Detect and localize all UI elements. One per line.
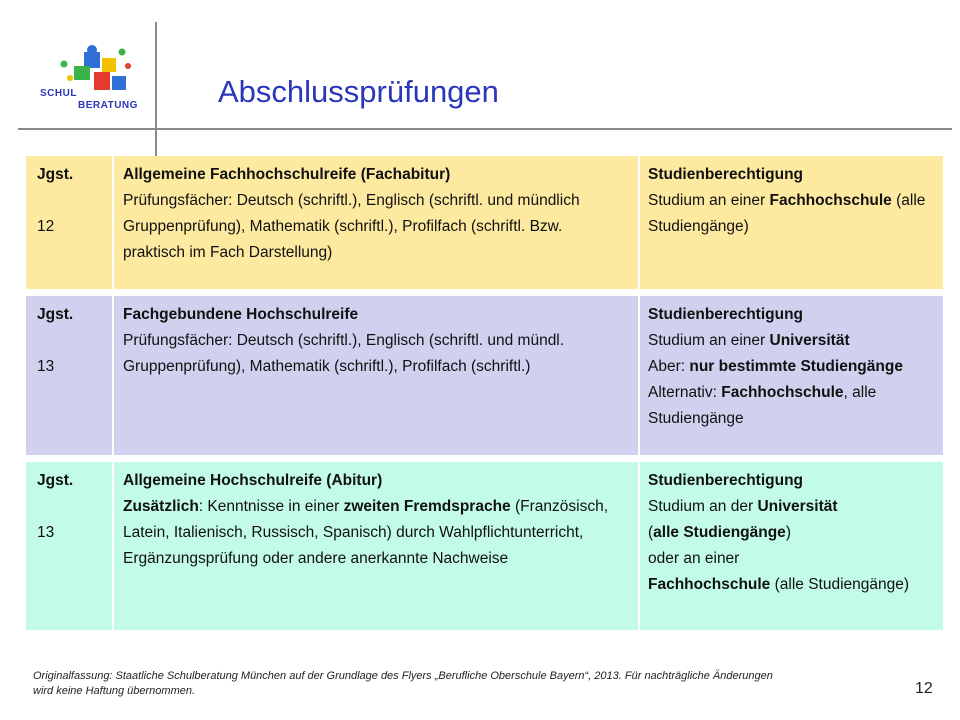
table-row-fachabitur xyxy=(26,156,943,289)
schulberatung-logo xyxy=(36,44,146,126)
alternative-scope: , alle Studiengänge xyxy=(648,384,877,427)
table-row-fachgebunden xyxy=(26,296,943,455)
puzzle-logo-icon xyxy=(36,44,146,126)
entitlement-title: Studienberechtigung xyxy=(648,306,803,323)
restriction-label: Aber: xyxy=(648,358,690,375)
alternative-institution: Fachhochschule xyxy=(721,384,844,401)
degree-title: Allgemeine Hochschulreife (Abitur) xyxy=(123,472,383,489)
entitlement-title: Studienberechtigung xyxy=(648,472,803,489)
logo-text-beratung: BERATUNG xyxy=(78,100,138,111)
or-text: oder an einer xyxy=(648,550,740,567)
entitlement-cell xyxy=(640,296,943,455)
exam-subjects: Prüfungsfächer: Deutsch (schriftl.), Englisch (schriftl. und mündlich Gruppenprüfung), Mathematik (schriftl.), Profilfach (schriftl. Bzw. praktisch im Fach Darstellung) xyxy=(123,192,580,261)
study-scope: alle Studiengänge xyxy=(653,524,786,541)
degree-cell xyxy=(114,462,640,630)
alternative-institution: Fachhochschule xyxy=(648,576,771,593)
degree-title: Allgemeine Fachhochschulreife (Fachabitur) xyxy=(123,166,451,183)
logo-text-schul: SCHUL xyxy=(40,88,77,99)
study-text: Studium an einer xyxy=(648,332,770,349)
entitlement-title: Studienberechtigung xyxy=(648,166,803,183)
entitlement-cell xyxy=(640,462,943,630)
degree-cell xyxy=(114,296,640,455)
alternative-scope: (alle Studiengänge) xyxy=(770,576,910,593)
grade-cell xyxy=(26,296,114,455)
exam-subjects: Prüfungsfächer: Deutsch (schriftl.), Englisch (schriftl. und mündl. Gruppenprüfung), Mathematik (schriftl.), Profilfach (schriftl.) xyxy=(123,332,565,375)
grade-label: Jgst. xyxy=(37,472,74,489)
grade-cell xyxy=(26,462,114,630)
vertical-divider xyxy=(155,22,157,160)
restriction-text: nur bestimmte Studiengänge xyxy=(689,358,903,375)
study-institution: Universität xyxy=(757,498,838,515)
additional-label: Zusätzlich xyxy=(123,498,199,515)
grade-value: 13 xyxy=(37,358,55,375)
grade-label: Jgst. xyxy=(37,166,74,183)
table-row-abitur xyxy=(26,462,943,630)
study-text: Studium an der xyxy=(648,498,758,515)
language-details: (Französisch, Latein, Italienisch, Russisch, Spanisch) durch Wahlpflichtunterricht, Ergänzungsprüfung oder andere anerkannte Nachweise xyxy=(123,498,609,567)
grade-cell xyxy=(26,156,114,289)
grade-value: 12 xyxy=(37,218,55,235)
paren-close: ) xyxy=(785,524,791,541)
grade-label: Jgst. xyxy=(37,306,74,323)
footer-note: Originalfassung: Staatliche Schulberatung München auf der Grundlage des Flyers „Berufliche Oberschule Bayern“, 2013. Für nachträgliche Änderungen wird keine Haftung übernommen. xyxy=(33,670,773,697)
study-text: Studium an einer xyxy=(648,192,770,209)
alternative-label: Alternativ: xyxy=(648,384,722,401)
additional-text: : Kenntnisse in einer xyxy=(198,498,344,515)
degree-cell xyxy=(114,156,640,289)
degree-title: Fachgebundene Hochschulreife xyxy=(123,306,359,323)
grade-value: 13 xyxy=(37,524,55,541)
page-title: Abschlussprüfungen xyxy=(218,74,499,109)
language-requirement: zweiten Fremdsprache xyxy=(343,498,511,515)
paren-open: ( xyxy=(648,524,654,541)
horizontal-divider xyxy=(18,128,952,130)
study-institution: Universität xyxy=(769,332,850,349)
study-institution: Fachhochschule xyxy=(769,192,892,209)
entitlement-cell xyxy=(640,156,943,289)
page-number: 12 xyxy=(915,680,933,697)
study-scope: (alle Studiengänge) xyxy=(648,192,926,235)
